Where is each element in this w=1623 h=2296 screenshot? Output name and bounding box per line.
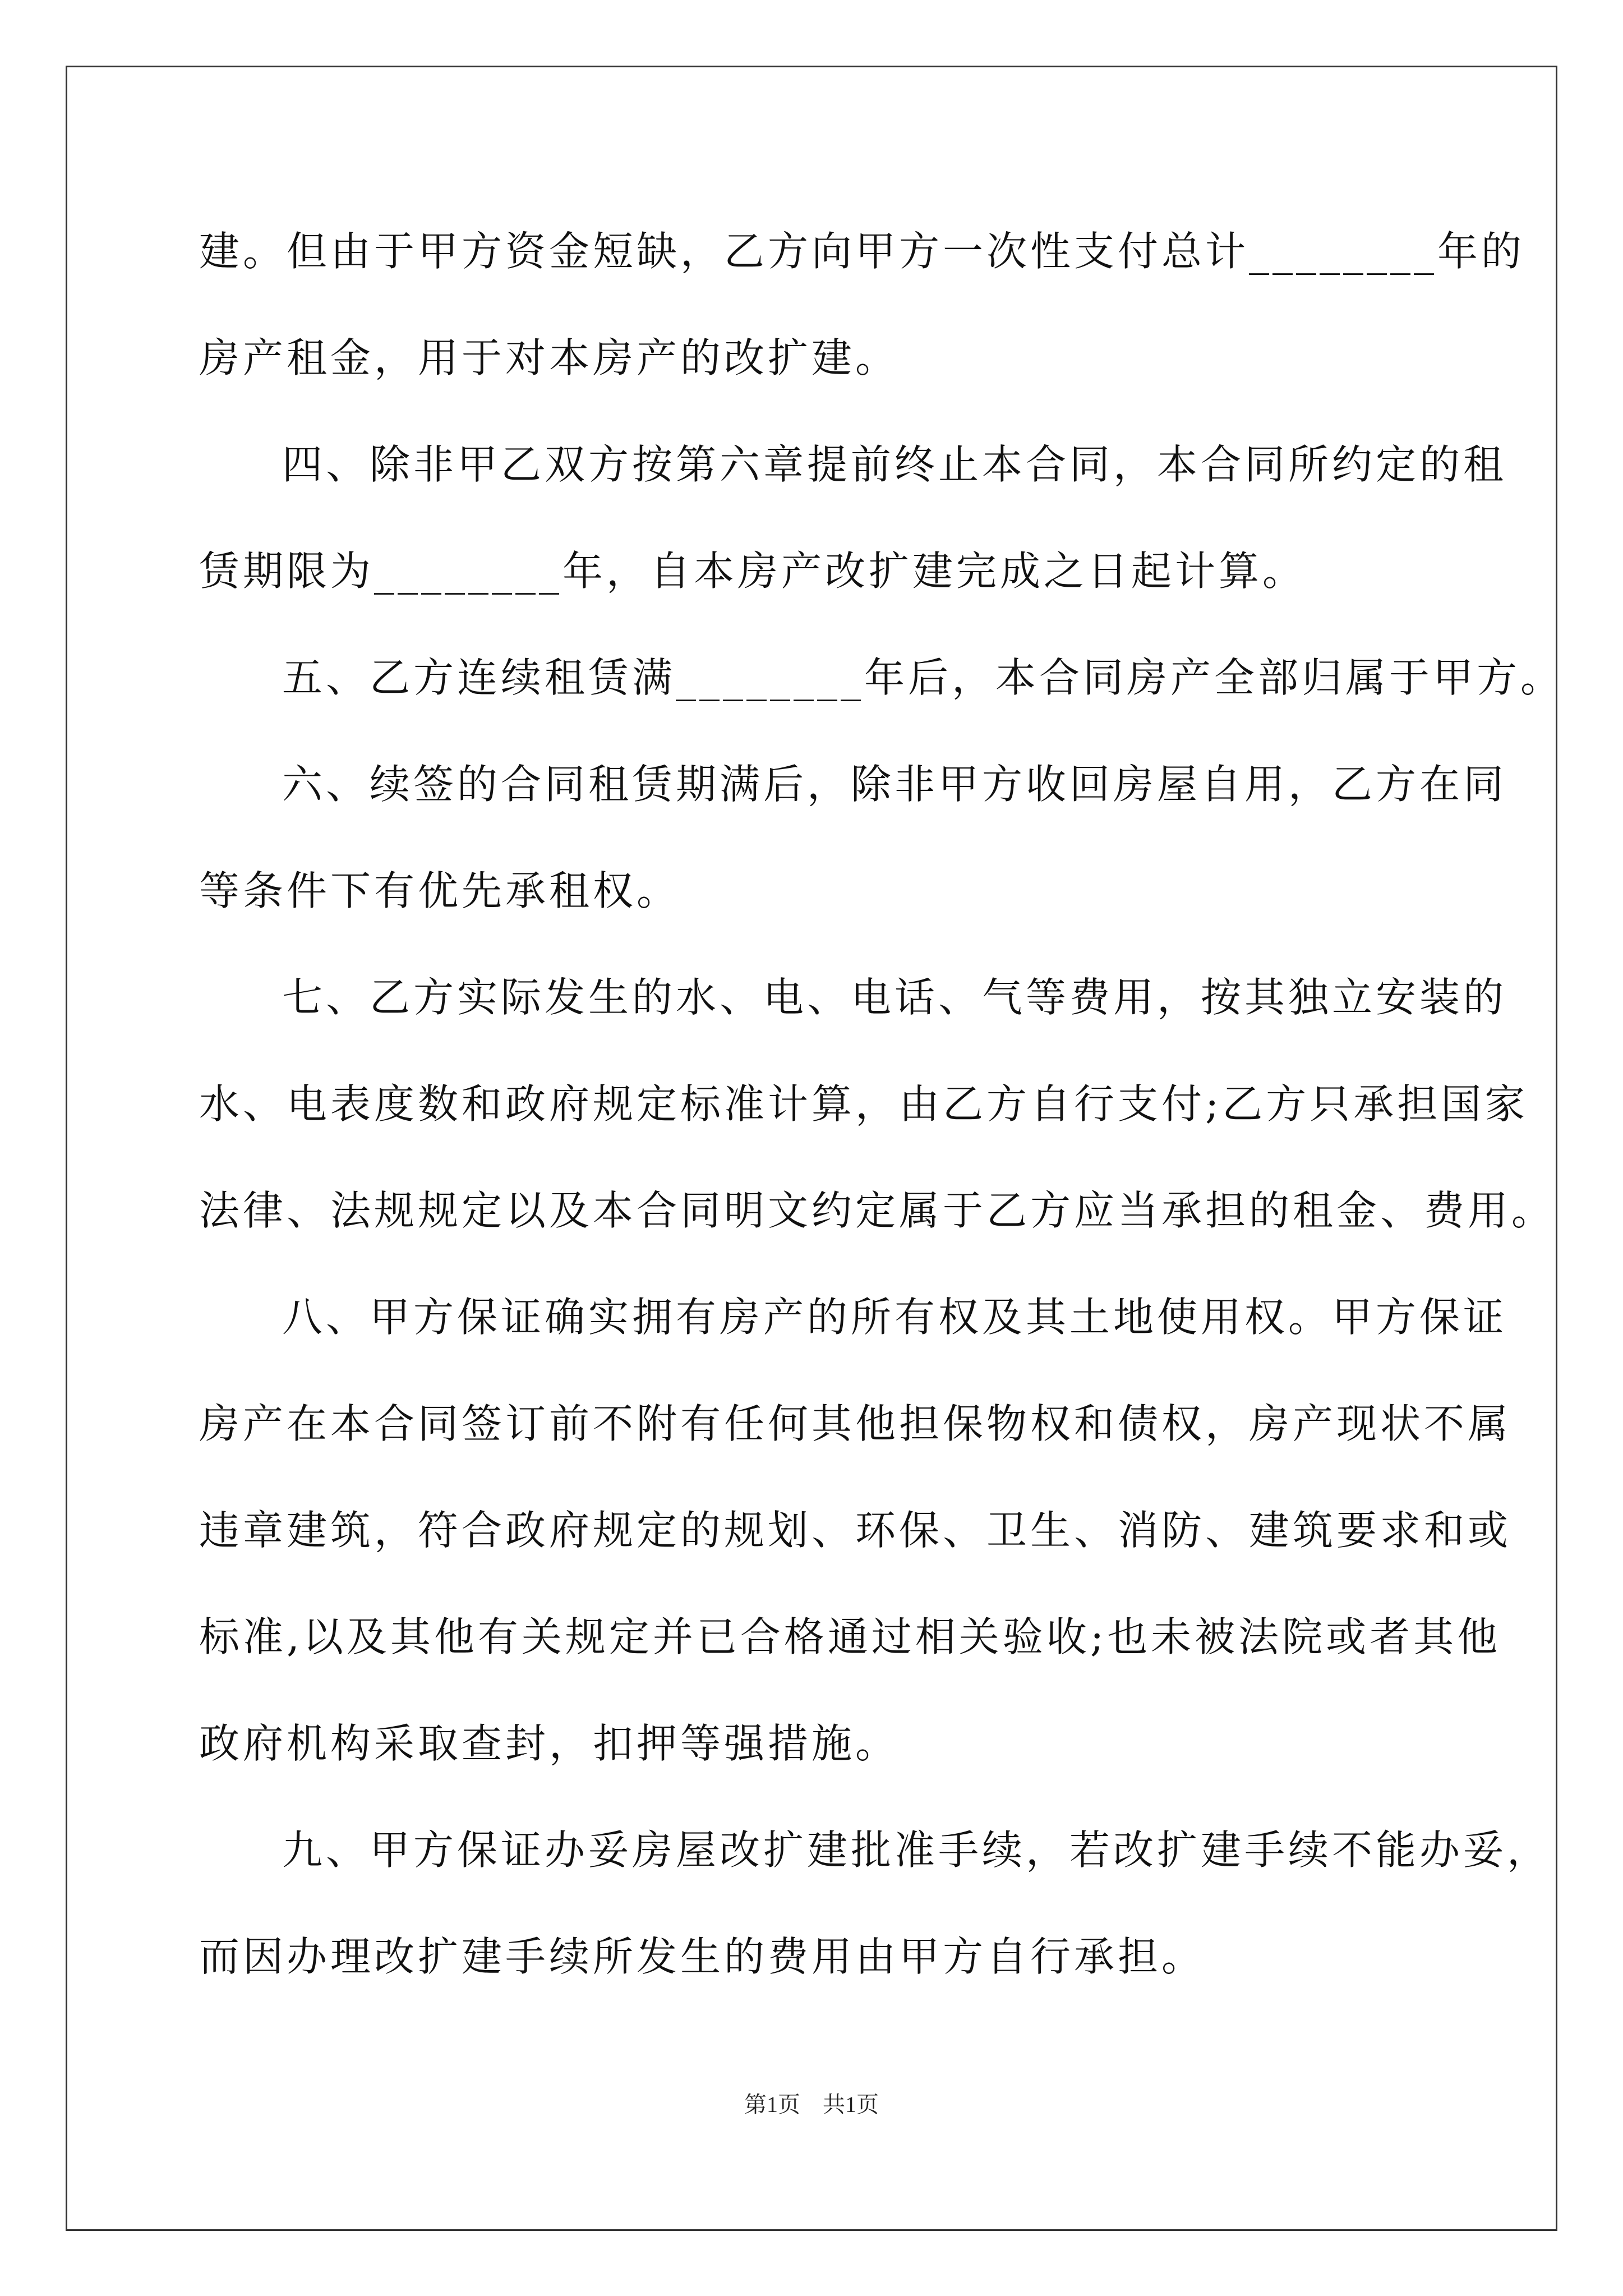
clause-9-line-2: 而因办理改扩建手续所发生的费用由甲方自行承担。: [199, 1933, 1206, 1980]
clause-9-line-1: 九、甲方保证办妥房屋改扩建批准手续，若改扩建手续不能办妥，: [282, 1826, 1551, 1874]
clause-8-line-3: 违章建筑，符合政府规定的规划、环保、卫生、消防、建筑要求和或: [199, 1507, 1512, 1554]
body-line-1: 建。但由于甲方资金短缺，乙方向甲方一次性支付总计________年的: [199, 228, 1525, 275]
clause-7-line-3: 法律、法规规定以及本合同明文约定属于乙方应当承担的租金、费用。: [199, 1187, 1556, 1234]
clause-6-line-2: 等条件下有优先承租权。: [199, 867, 681, 914]
clause-7-line-1: 七、乙方实际发生的水、电、电话、气等费用，按其独立安装的: [282, 974, 1507, 1021]
clause-8-line-5: 政府机构采取查封，扣押等强措施。: [199, 1720, 900, 1767]
clause-7-line-2: 水、电表度数和政府规定标准计算，由乙方自行支付;乙方只承担国家: [199, 1080, 1529, 1128]
clause-8-line-2: 房产在本合同签订前不附有任何其他担保物权和债权，房产现状不属: [199, 1400, 1512, 1447]
clause-8-line-1: 八、甲方保证确实拥有房产的所有权及其土地使用权。甲方保证: [282, 1294, 1507, 1341]
clause-5-line-1: 五、乙方连续租赁满________年后，本合同房产全部归属于甲方。: [282, 654, 1565, 701]
body-line-2: 房产租金，用于对本房产的改扩建。: [199, 334, 900, 381]
clause-6-line-1: 六、续签的合同租赁期满后，除非甲方收回房屋自用，乙方在同: [282, 761, 1507, 808]
page-footer: 第1页 共1页: [744, 2092, 879, 2117]
clause-4-line-1: 四、除非甲乙双方按第六章提前终止本合同，本合同所约定的租: [282, 441, 1507, 488]
clause-4-line-2: 赁期限为________年，自本房产改扩建完成之日起计算。: [199, 547, 1307, 595]
clause-8-line-4: 标准,以及其他有关规定并已合格通过相关验收;也未被法院或者其他: [199, 1613, 1501, 1660]
document-body: [199, 212, 1565, 2024]
